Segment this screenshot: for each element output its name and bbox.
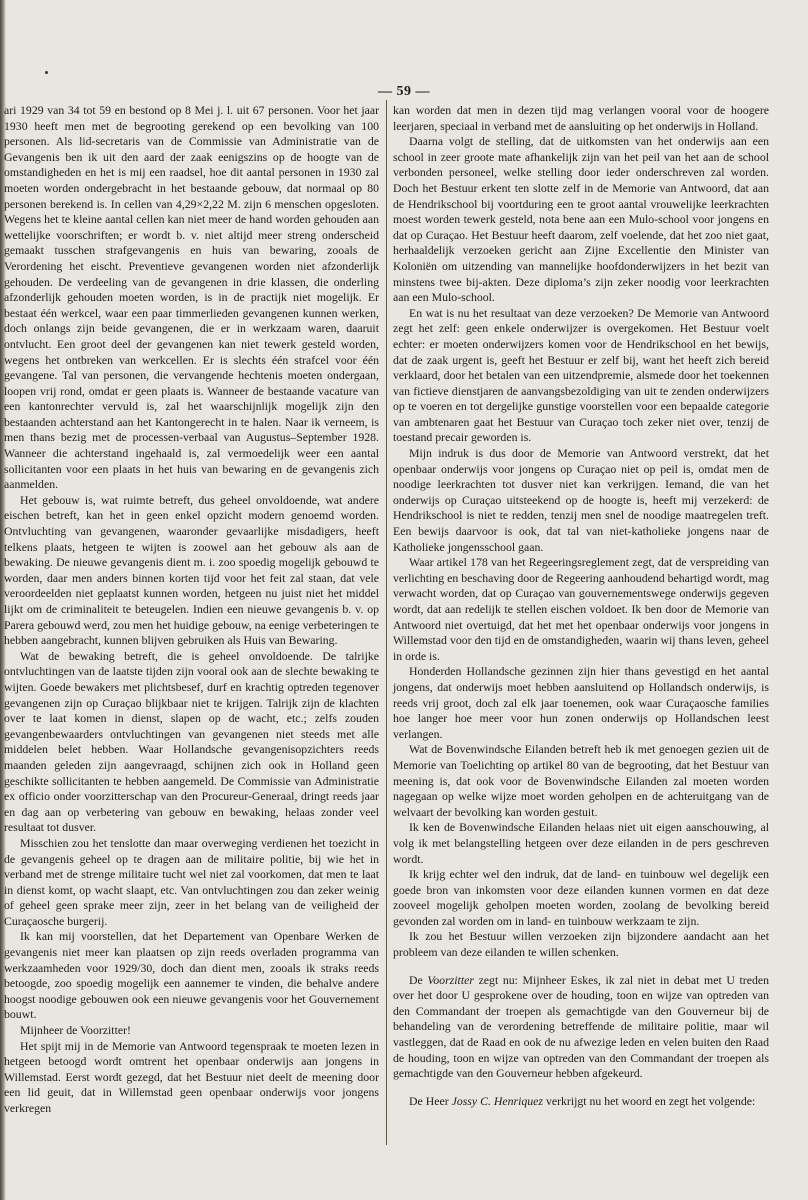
paragraph: Waar artikel 178 van het Regeeringsreglement zegt, dat de verspreiding van verlichting en beschaving door de Regeering aanhoudend behartigd wordt, mag verwacht worden, dat op Curaçao van gouvernementswege onderwijs gegeven wordt, dat aan redelijk te stellen eischen voldoet. Ik ben door de Memorie van Antwoord niet overtuigd, dat het met het openbaar onderwijs voor jongens in Willemstad voor den tijd en de omstandigheden, waarin wij thans leven, geheel in orde is. [393,555,769,663]
paragraph: Ik zou het Bestuur willen verzoeken zijn bijzondere aandacht aan het probleem van deze eilanden te willen schenken. [393,929,769,960]
speaker-name: Voorzitter [427,972,474,987]
left-column [4,103,379,1117]
paragraph: Ik krijg echter wel den indruk, dat de land- en tuinbouw wel degelijk een goede bron van inkomsten voor deze eilanden kunnen vormen en dat deze zooveel mogelijk geholpen moeten worden, zoolang de bevolking bereid gevonden zal worden om in land- en tuinbouw werkzaam te zijn. [393,867,769,928]
paragraph: Ik kan mij voorstellen, dat het Departement van Openbare Werken de gevangenis niet meer kan plaatsen op zijn reeds overladen programma van werkzaamheden voor 1929/30, doch dan dient men, zooals ik straks reeds betoogde, zoo spoedig mogelijk een aannemer te vinden, die behalve andere hoogst noodige gebouwen ook een nieuwe gevangenis voor het Gouvernement bouwt. [4,929,379,1022]
paragraph: Mijnheer de Voorzitter! [20,1023,131,1038]
paragraph: Honderden Hollandsche gezinnen zijn hier thans gevestigd en het aantal jongens, dat onderwijs moet hebben aansluitend op Hollandsch onderwijs, is reeds vrij groot, doch zal elk jaar toenemen, ook waar Curaçaosche families hoe langer hoe meer voor hun zonen onderwijs op Hollandschen leest verlangen. [393,664,769,741]
paragraph-continued: kan worden dat men in dezen tijd mag verlangen vooral voor de hoogere leerjaren, speciaal in verband met de aansluiting op het onderwijs in Holland. [393,103,769,133]
paragraph: Ik ken de Bovenwindsche Eilanden helaas niet uit eigen aanschouwing, al volg ik met belangstelling hetgeen over deze eilanden in de pers geschreven wordt. [393,820,769,866]
speaker-prefix: De [409,972,428,987]
speaker-paragraph [393,973,769,1082]
page-number: — 59 — [378,84,430,99]
paragraph: Het spijt mij in de Memorie van Antwoord tegenspraak te moeten lezen in hetgeen betoogd wordt omtrent het openbaar onderwijs aan jongens in Willemstad. Eerst wordt gezegd, dat het Bestuur niet deelt de meening door een lid geuit, dat in Willemstad geen openbaar onderwijs voor jongens verkregen [4,1038,379,1115]
column-divider [386,100,387,1145]
right-column [393,103,769,1109]
paragraph: Het gebouw is, wat ruimte betreft, dus geheel onvoldoende, wat andere eischen betreft, kan het in geen enkel opzicht modern genoemd worden. Ontvluchting van gevangenen, waaronder gevaarlijke misdadigers, heeft telkens plaats, hetgeen te wijten is zoowel aan het gebouw als aan de bewaking. De nieuwe gevangenis dient m. i. zoo spoedig mogelijk gebouwd te worden, daar men anders binnen korten tijd voor het feit zal staan, dat vele veroordeelden niet geplaatst kunnen worden, hetgeen nu juist niet het middel lijkt om de criminaliteit te beteugelen. Indien een nieuwe gevangenis b. v. op Parera gebouwd werd, zou men het huidige gebouw, na eenige verbeteringen te hebben aangebracht, kunnen blijven gebruiken als Huis van Bewaring. [4,492,379,648]
speaker-text: zegt nu: Mijnheer Eskes, ik zal niet in debat met U treden over het door U gesprokene over de houding, toon en wijze van optreden van den Commandant der troepen als gemachtigde van den Gouverneur bij de behandeling van de verordening betreffende de militaire politie, maar wil vastleggen, dat de Raad en ook de nu afwezige leden en velen buiten den Raad de houding, toon en wijze van optreden van den Commandant der troepen als gemachtigde van den Gouverneur hebben afgekeurd. [393,972,769,1081]
speck-mark [45,71,48,74]
speaker-paragraph [393,1094,769,1110]
paragraph-continued: ari 1929 van 34 tot 59 en bestond op 8 Mei j. l. uit 67 personen. Voor het jaar 1930 heeft men met de begrooting gerekend op een bevolking van 100 personen. Als lid-secretaris van de Commissie van Administratie van de Gevangenis ben ik uit den aard der zaak eenigszins op de hoogte van de omstandigheden en het is mij een raadsel, hoe dit aantal personen in 1930 zal moeten worden ondergebracht in het bestaande gebouw, dat normaal op 80 personen berekend is. In cellen van 4,29×2,22 M. zijn 6 menschen opgesloten. Wegens het te kleine aantal cellen kan niet meer de hand worden gehouden aan wettelijke voorschriften; er wordt b. v. niet altijd meer streng onderscheid gemaakt tusschen strafgevangenis en huis van bewaring, zooals de Verordening het eischt. Preventieve gevangenen worden niet afzonderlijk gehouden. De verdeeling van de gevangenen in drie klassen, die onderling afzonderlijk gehouden moeten worden, is in de practijk niet mogelijk. Er bestaat één werkcel, waar een paar timmerlieden gevangenen kunnen werken, doch onlangs zijn beide gevangenen, die er in werkzaam waren, daaruit ontvlucht. Een groot deel der gevangenen kan niet tewerk gesteld worden, wegens het ontbreken van werkcellen. Er is slechts één strafcel voor één gevangene. Tal van personen, die vervangende hechtenis moeten ondergaan, loopen vrij rond, omdat er geen plaats is. Wanneer de bestaande vacature van een kantonrechter vervuld is, zal het waarschijnlijk mogelijk zijn den bestaanden achterstand aan het Kantongerecht in te halen. Naar ik verneem, is men thans bezig met de processen-verbaal van Augustus–September 1928. Wanneer die achterstand ingehaald is, zal vermoedelijk weer een aantal sollicitanten voor een plaats in het huis van bewaring en de gevangenis zich aanmelden. [4,103,379,492]
speaker-text: verkrijgt nu het woord en zegt het volgende: [543,1093,756,1108]
paragraph: Wat de Bovenwindsche Eilanden betreft heb ik met genoegen gezien uit de Memorie van Toelichting op artikel 80 van de begrooting, dat het Bestuur van meening is, dat ook voor de Bovenwindsche Eilanden zal moeten worden nagegaan op welke wijze moet worden geholpen en de achteruitgang van de welvaart der bevolking kan worden gestuit. [393,742,769,819]
paragraph: En wat is nu het resultaat van deze verzoeken? De Memorie van Antwoord zegt het zelf: geen enkele onderwijzer is overgekomen. Het Bestuur voelt echter: er moeten onderwijzers komen voor de Hendrikschool en het bewijs, dat de zaak urgent is, geeft het Bestuur er zelf bij, want het heeft zich bereid verklaard, door het betalen van een uitzendpremie, alsmede door het toekennen van fictieve dienstjaren de aanvangsbezoldiging van uit te zenden onderwijzers op te voeren en tot dergelijke gunstige voorstellen voor een bepaalde categorie van ambtenaren gaat het Bestuur van Curaçao toch zeker niet over, tenzij de toestand precair geworden is. [393,305,769,445]
speaker-name: Jossy C. Henriquez [451,1093,543,1108]
paragraph: Mijn indruk is dus door de Memorie van Antwoord verstrekt, dat het openbaar onderwijs voor jongens op Curaçao niet op peil is, omdat men de noodige leerkrachten tot dusver niet kan verkrijgen. Iemand, die van het onderwijs op Curaçao uitsteekend op de hoogte is, heeft mij verzekerd: de Hendrikschool is niet te redden, tenzij men snel de noodige maatregelen treft. Een bewijs daarvoor is ook, dat tal van niet-katholieke jongens naar de Katholieke jongensschool gaan. [393,446,769,554]
paragraph: Wat de bewaking betreft, die is geheel onvoldoende. De talrijke ontvluchtingen van de laatste tijden zijn vooral ook aan de slechte bewaking te wijten. Goede bewakers met plichtsbesef, durf en krachtig optreden tegenover gevangenen zijn op Curaçao blijkbaar niet te krijgen. Talrijk zijn de klachten over te laat komen in dienst, slapen op de wacht, etc.; zelfs zouden gevangenbewaarders ontvluchtingen van gevangenen niet steeds met alle middelen belet hebben. Waar Hollandsche gevangenisopzichters reeds maanden geleden zijn aangevraagd, schijnen zich ook in Holland geen geschikte sollicitanten te hebben aangemeld. De Commissie van Administratie ex officio onder voorzitterschap van den Procureur-Generaal, dringt reeds jaar en dag aan op verbetering van gebouw en bewaking, helaas zonder veel resultaat tot dusver. [4,648,379,835]
speaker-prefix: De Heer [409,1093,452,1108]
paragraph: Daarna volgt de stelling, dat de uitkomsten van het onderwijs aan een school in zeer groote mate afhankelijk zijn van het peil van het aan de school verbonden personeel, welke stelling door ieder onderschreven zal worden. Doch het Bestuur erkent ten slotte zelf in de Memorie van Antwoord, dat aan de Hendrikschool bij voortduring een te groot aantal vrouwelijke leerkrachten moest worden tewerk gesteld, nota bene aan een Mulo-school voor jongens en dat op Curaçao. Het Bestuur heeft daarom, zelf voelende, dat het zoo niet gaat, herhaaldelijk verzoeken gericht aan Zijne Excellentie den Minister van Koloniën om uitzending van mannelijke hoofdonderwijzers in het bezit van minstens twee bij-akten. Deze diploma’s zijn zeker noodig voor leerkrachten aan een Mulo-school. [393,134,769,305]
paragraph: Misschien zou het tenslotte dan maar overweging verdienen het toezicht in de gevangenis geheel op te dragen aan de militaire politie, bij wie het in verband met de strenge militaire tucht wel niet zal voorkomen, dat men te laat in dienst komt, op wacht slaapt, etc. Van ontvluchtingen zou dan zeker weinig of geheel geen sprake meer zijn, zeer in het belang van de veiligheid der Curaçaosche burgerij. [4,835,379,928]
